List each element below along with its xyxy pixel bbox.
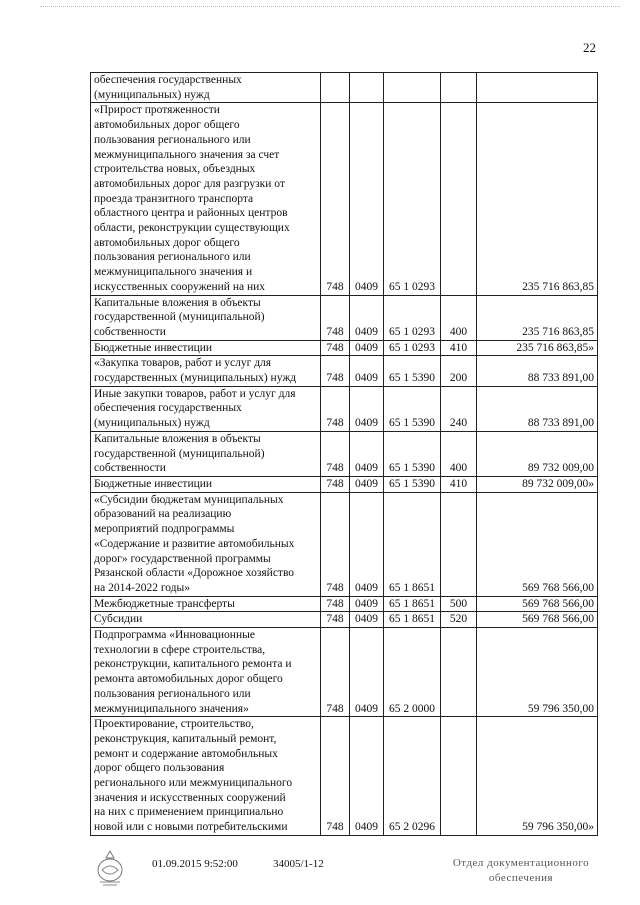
cell-v1: 748 [321,492,350,596]
cell-v5: 59 796 350,00» [477,717,598,836]
row-description: «Субсидии бюджетам муниципальных образований на реализацию мероприятий подпрограммы «Содержание и развитие автомобильных дорог» государственной программы Рязанской области «Дорожное хозяйство на 2014-2022 годы» [91,492,321,596]
cell-v1: 748 [321,386,350,431]
table-row [91,295,598,340]
cell-v2: 0409 [350,628,384,717]
seal-icon [94,848,126,888]
cell-v2: 0409 [350,476,384,492]
row-description: Капитальные вложения в объекты государственной (муниципальной) собственности [91,431,321,476]
scan-edge-dots [40,6,620,11]
cell-v4 [441,628,477,717]
cell-v3: 65 2 0000 [384,628,441,717]
table-row [91,73,598,103]
cell-v1: 748 [321,717,350,836]
cell-v1 [321,73,350,103]
cell-v5: 235 716 863,85 [477,295,598,340]
cell-v3: 65 1 5390 [384,431,441,476]
cell-v4: 410 [441,340,477,356]
cell-v5: 88 733 891,00 [477,386,598,431]
cell-v2: 0409 [350,717,384,836]
table-row [91,717,598,836]
cell-v5 [477,73,598,103]
cell-v4 [441,717,477,836]
cell-v3 [384,73,441,103]
cell-v4: 240 [441,386,477,431]
cell-v5: 569 768 566,00 [477,612,598,628]
cell-v1: 748 [321,596,350,612]
table-row [91,431,598,476]
cell-v4: 520 [441,612,477,628]
cell-v2: 0409 [350,612,384,628]
department-stamp [436,856,606,886]
row-description: «Закупка товаров, работ и услуг для государственных (муниципальных) нужд [91,356,321,386]
department-line2: обеспечения [488,872,554,884]
cell-v1: 748 [321,295,350,340]
cell-v3: 65 1 8651 [384,596,441,612]
cell-v3: 65 1 0293 [384,103,441,295]
row-description: «Прирост протяженности автомобильных дорог общего пользования регионального или межмуниципального значения за счет строительства новых, объездных автомобильных дорог для разгрузки от проезда транзитного транспорта областного центра и районных центров области, реконструкции существующих автомобильных дорог общего пользования регионального или межмуниципального значения и искусственных сооружений на них [91,103,321,295]
table-row [91,356,598,386]
row-description: Бюджетные инвестиции [91,476,321,492]
cell-v4 [441,492,477,596]
cell-v3: 65 1 5390 [384,386,441,431]
cell-v2: 0409 [350,492,384,596]
cell-v2: 0409 [350,386,384,431]
row-description: Межбюджетные трансферты [91,596,321,612]
footer-datetime: 01.09.2015 9:52:00 [152,858,238,870]
table-row [91,492,598,596]
table-row [91,476,598,492]
cell-v2: 0409 [350,356,384,386]
cell-v4: 410 [441,476,477,492]
page-number: 22 [583,40,596,55]
row-description: Иные закупки товаров, работ и услуг для обеспечения государственных (муниципальных) нужд [91,386,321,431]
cell-v1: 748 [321,612,350,628]
row-description: обеспечения государственных (муниципальных) нужд [91,73,321,103]
cell-v4: 400 [441,431,477,476]
budget-table [90,72,598,836]
table-row [91,340,598,356]
cell-v5: 235 716 863,85 [477,103,598,295]
cell-v3: 65 1 0293 [384,340,441,356]
table-row [91,103,598,295]
row-description: Субсидии [91,612,321,628]
cell-v2: 0409 [350,340,384,356]
cell-v1: 748 [321,103,350,295]
cell-v5: 569 768 566,00 [477,596,598,612]
cell-v5: 88 733 891,00 [477,356,598,386]
table-row [91,386,598,431]
cell-v4 [441,73,477,103]
table-row [91,628,598,717]
cell-v2: 0409 [350,103,384,295]
footer-doc-number: 34005/1-12 [273,858,324,870]
cell-v2 [350,73,384,103]
cell-v3: 65 1 5390 [384,356,441,386]
cell-v5: 59 796 350,00 [477,628,598,717]
cell-v5: 569 768 566,00 [477,492,598,596]
cell-v2: 0409 [350,295,384,340]
cell-v4: 400 [441,295,477,340]
cell-v4: 200 [441,356,477,386]
cell-v5: 89 732 009,00» [477,476,598,492]
cell-v5: 235 716 863,85» [477,340,598,356]
cell-v1: 748 [321,340,350,356]
cell-v1: 748 [321,476,350,492]
cell-v1: 748 [321,628,350,717]
cell-v2: 0409 [350,596,384,612]
cell-v5: 89 732 009,00 [477,431,598,476]
cell-v1: 748 [321,356,350,386]
row-description: Капитальные вложения в объекты государственной (муниципальной) собственности [91,295,321,340]
table-row [91,612,598,628]
cell-v3: 65 1 0293 [384,295,441,340]
row-description: Проектирование, строительство, реконструкция, капитальный ремонт, ремонт и содержание автомобильных дорог общего пользования регионального или межмуниципального значения и искусственных сооружений на них с применением принципиально новой или с новыми потребительскими [91,717,321,836]
cell-v3: 65 2 0296 [384,717,441,836]
cell-v4: 500 [441,596,477,612]
cell-v3: 65 1 5390 [384,476,441,492]
cell-v3: 65 1 8651 [384,612,441,628]
cell-v4 [441,103,477,295]
row-description: Подпрограмма «Инновационные технологии в сфере строительства, реконструкции, капитального ремонта и ремонта автомобильных дорог общего пользования регионального или межмуниципального значения» [91,628,321,717]
row-description: Бюджетные инвестиции [91,340,321,356]
cell-v3: 65 1 8651 [384,492,441,596]
cell-v1: 748 [321,431,350,476]
table-row [91,596,598,612]
cell-v2: 0409 [350,431,384,476]
department-line1: Отдел документационного [452,857,590,869]
